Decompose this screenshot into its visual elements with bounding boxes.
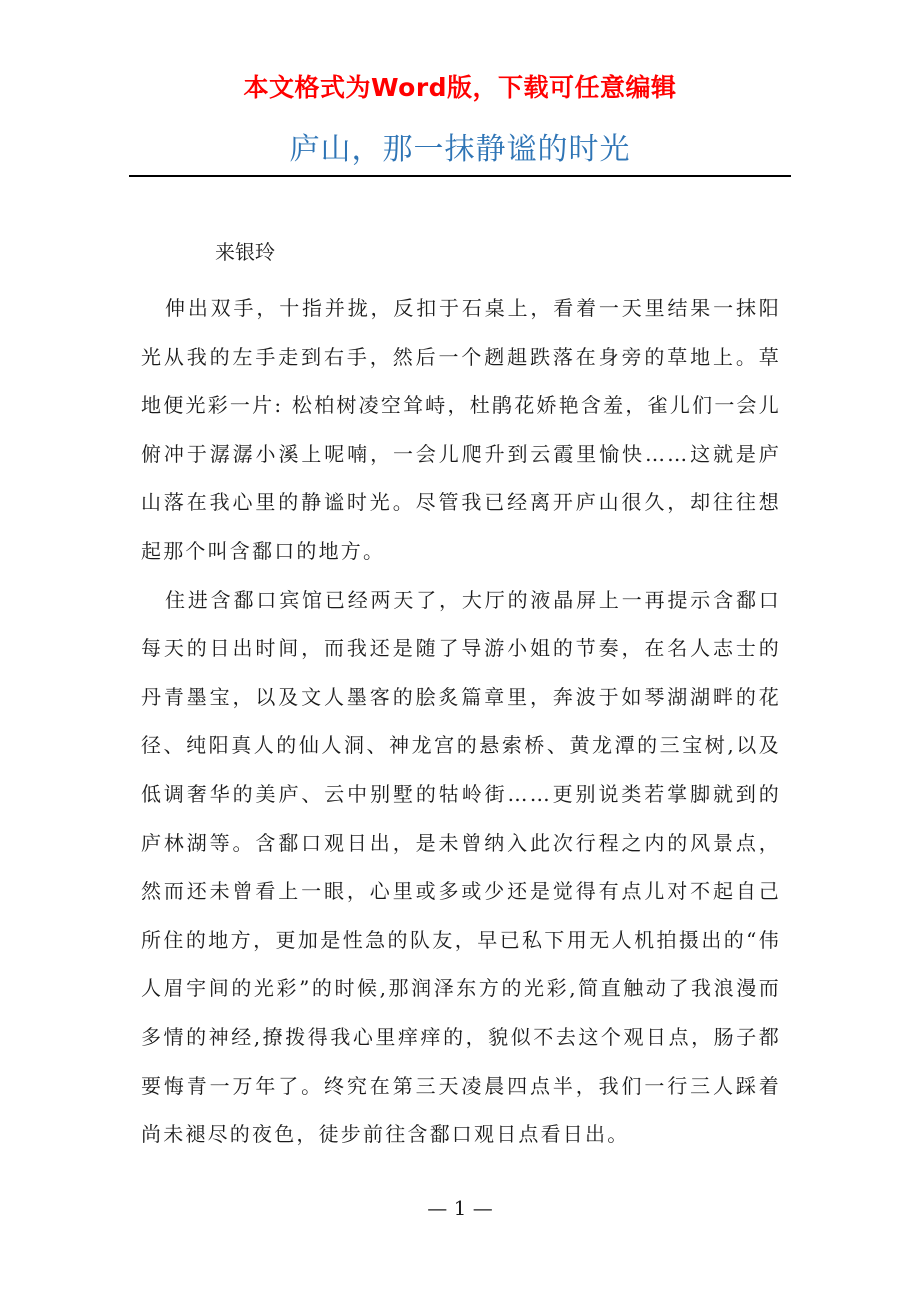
paragraph: 伸出双手，十指并拢，反扣于石桌上，看着一天里结果一抹阳光从我的左手走到右手，然后一个趔趄跌落在身旁的草地上。草地便光彩一片: 松柏树凌空耸峙，杜鹃花娇艳含羞，雀儿们一会儿俯冲于潺潺小溪上呢喃，一会儿爬升到云霞里愉快……这就是庐山落在我心里的静谧时光。尽管我已经离开庐山很久，却往往想起那个叫含鄱口的地方。: [141, 296, 781, 563]
document-title: 庐山，那一抹静谧的时光: [289, 132, 631, 167]
page-number: — 1 —: [427, 1196, 493, 1220]
download-notice-banner: 本文格式为Word版，下载可任意编辑: [243, 73, 677, 102]
document-body: [141, 284, 781, 1159]
paragraph: 住进含鄱口宾馆已经两天了，大厅的液晶屏上一再提示含鄱口每天的日出时间，而我还是随了导游小姐的节奏，在名人志士的丹青墨宝，以及文人墨客的脍炙篇章里，奔波于如琴湖湖畔的花径、纯阳真人的仙人洞、神龙宫的悬索桥、黄龙潭的三宝树,以及低调奢华的美庐、云中别墅的牯岭街……更别说类若掌脚就到的庐林湖等。含鄱口观日出，是未曾纳入此次行程之内的风景点，然而还未曾看上一眼，心里或多或少还是觉得有点儿对不起自己所住的地方，更加是性急的队友，早已私下用无人机拍摄出的“伟人眉宇间的光彩”的时候,那润泽东方的光彩,简直触动了我浪漫而多情的神经,撩拨得我心里痒痒的，貌似不去这个观日点，肠子都要悔青一万年了。终究在第三天凌晨四点半，我们一行三人踩着尚未褪尽的夜色，徒步前往含鄱口观日点看日出。: [141, 587, 781, 1147]
author-name: 来银玲: [215, 240, 275, 264]
title-divider: [129, 175, 791, 177]
